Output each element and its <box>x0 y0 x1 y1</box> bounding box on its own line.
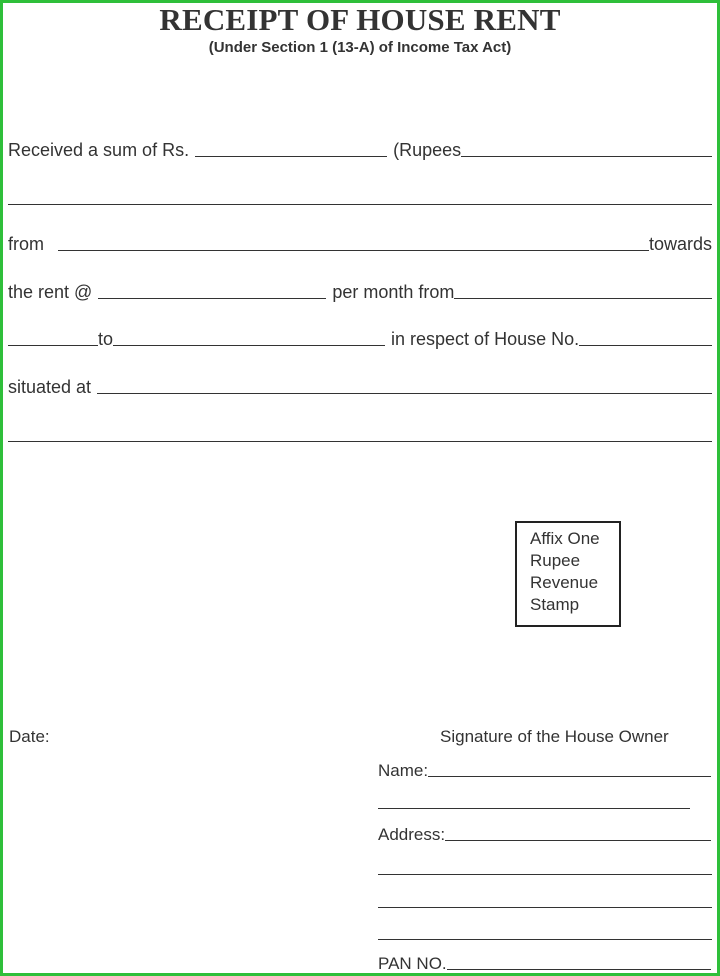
amount-field[interactable] <box>195 156 387 157</box>
rent-amount-field[interactable] <box>98 298 326 299</box>
signature-label: Signature of the House Owner <box>440 727 669 746</box>
per-month-label: per month from <box>332 282 455 302</box>
owner-name-row <box>378 757 711 781</box>
owner-name-field[interactable] <box>428 776 711 777</box>
rent-label: the rent @ <box>8 282 93 302</box>
owner-address-field[interactable] <box>445 840 711 841</box>
owner-address-line-3[interactable] <box>378 907 712 908</box>
received-label: Received a sum of Rs. <box>8 140 190 160</box>
owner-address-row <box>378 821 711 845</box>
received-row <box>8 137 712 161</box>
from-row <box>8 231 712 255</box>
towards-label: towards <box>648 234 712 254</box>
document-subtitle: (Under Section 1 (13-A) of Income Tax Act) <box>208 39 512 56</box>
revenue-stamp-box <box>515 521 621 627</box>
rupees-continuation-field[interactable] <box>8 204 712 205</box>
start-date-field[interactable] <box>454 298 712 299</box>
name-label: Name: <box>378 761 429 780</box>
pan-row <box>378 950 711 974</box>
situated-label: situated at <box>8 377 92 397</box>
from-label: from <box>8 234 44 254</box>
address-continuation-field[interactable] <box>8 441 712 442</box>
stamp-line: Revenue <box>530 573 599 592</box>
start-period-field[interactable] <box>8 345 98 346</box>
period-row <box>8 326 712 350</box>
address-field[interactable] <box>97 393 712 394</box>
owner-name-continuation-field[interactable] <box>378 808 690 809</box>
stamp-line: Stamp <box>530 595 580 614</box>
to-label: to <box>98 329 114 349</box>
address-label: Address: <box>378 825 446 844</box>
document-title: RECEIPT OF HOUSE RENT <box>159 2 561 37</box>
rent-row <box>8 279 712 303</box>
situated-row <box>8 374 712 398</box>
house-number-field[interactable] <box>579 345 712 346</box>
rupees-in-words-field[interactable] <box>461 156 712 157</box>
owner-address-line-2[interactable] <box>378 874 712 875</box>
rupees-label: (Rupees <box>393 140 462 160</box>
stamp-line: Affix One <box>530 529 600 548</box>
end-date-field[interactable] <box>113 345 385 346</box>
pan-label: PAN NO. <box>378 954 447 973</box>
pan-number-field[interactable] <box>447 969 711 970</box>
stamp-line: Rupee <box>530 551 581 570</box>
date-label: Date: <box>9 727 50 746</box>
tenant-name-field[interactable] <box>58 250 649 251</box>
owner-address-line-4[interactable] <box>378 939 712 940</box>
house-no-label: in respect of House No. <box>391 329 580 349</box>
